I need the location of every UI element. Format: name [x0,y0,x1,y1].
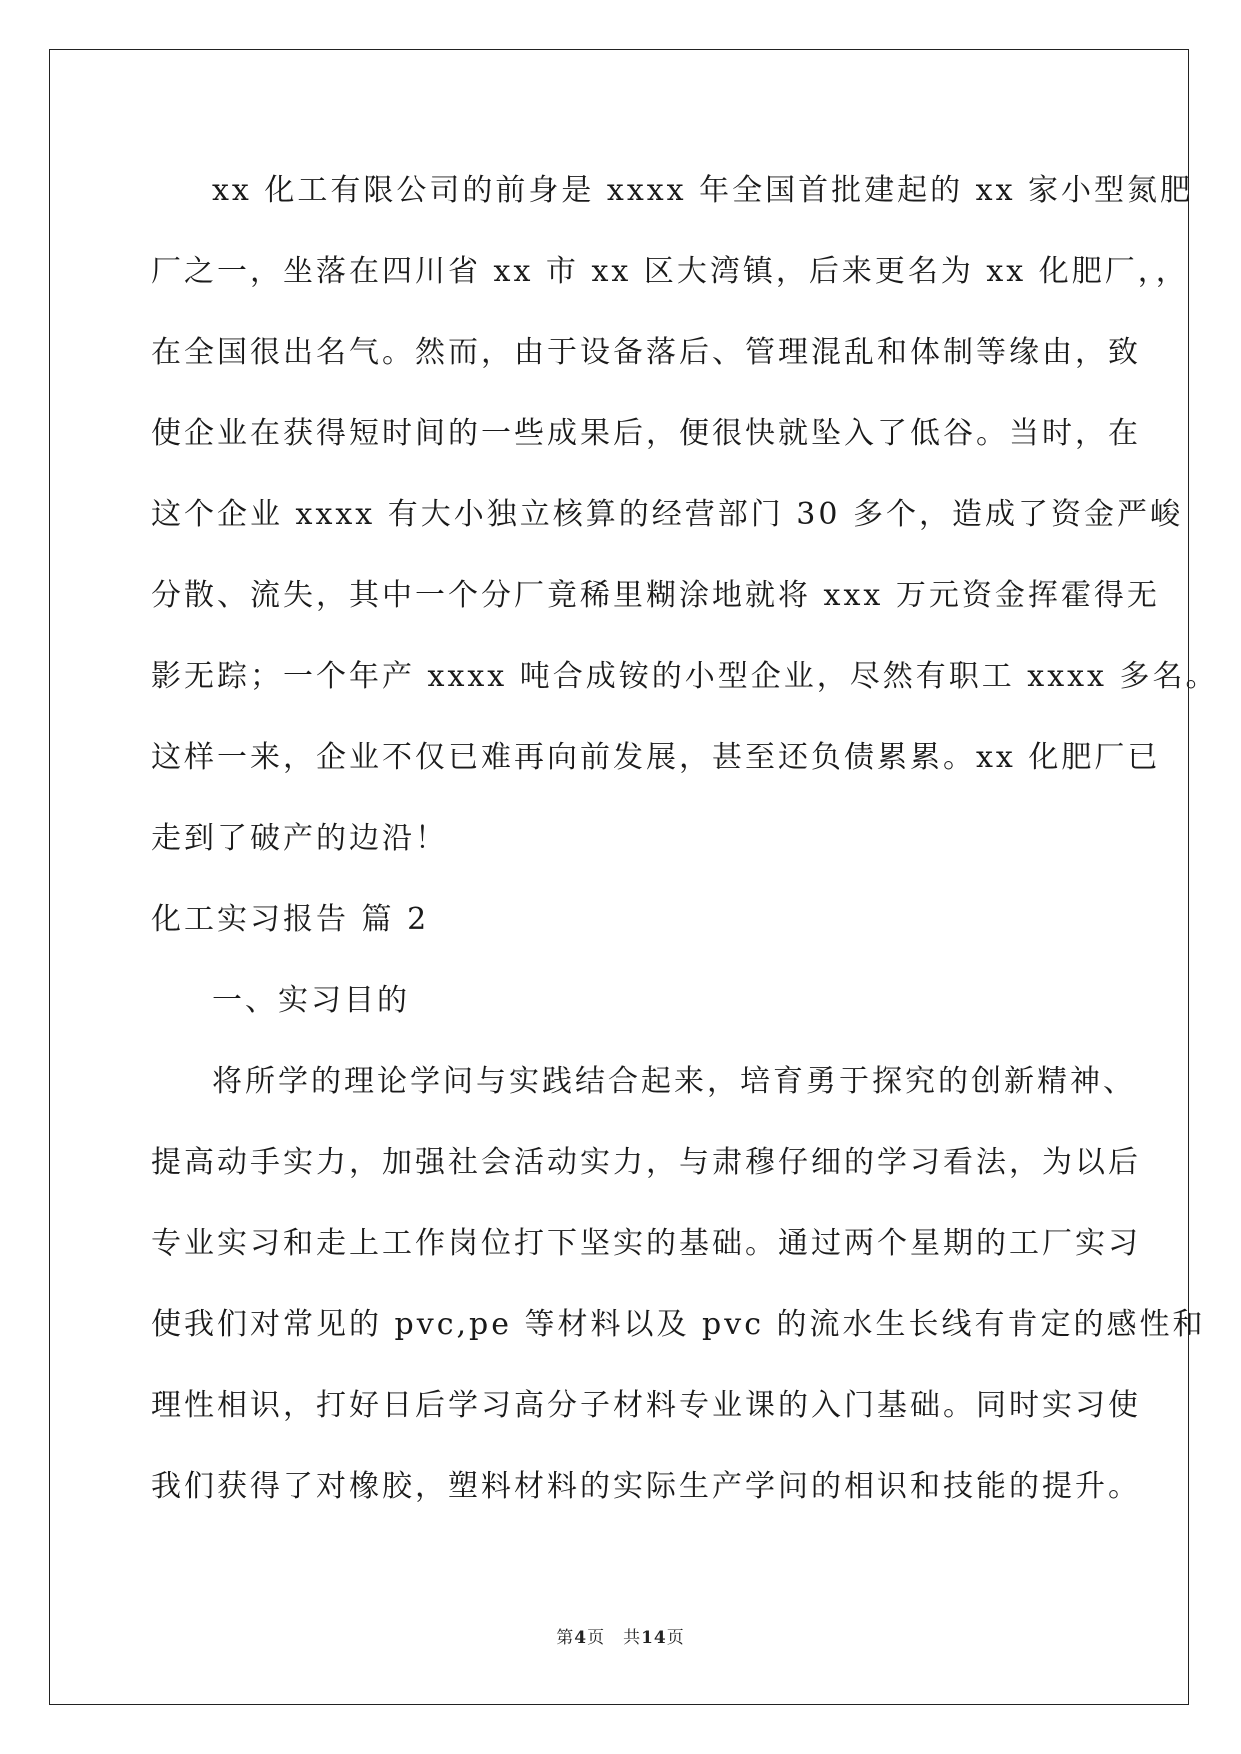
current-page-number: 4 [574,1628,588,1648]
paragraph-line: 将所学的理论学问与实践结合起来，培育勇于探究的创新精神、 [212,1064,1136,1099]
paragraph-line: 使我们对常见的 pvc,pe 等材料以及 pvc 的流水生长线有肯定的感性和 [151,1307,1206,1342]
paragraph-line: 提高动手实力，加强社会活动实力，与肃穆仔细的学习看法，为以后 [151,1145,1141,1180]
paragraph-line: 专业实习和走上工作岗位打下坚实的基础。通过两个星期的工厂实习 [151,1226,1141,1261]
section-heading: 化工实习报告 篇 2 [151,902,430,937]
document-body [151,160,1219,1537]
paragraph-line: 使企业在获得短时间的一些成果后，便很快就坠入了低谷。当时，在 [151,416,1141,451]
paragraph-line: 在全国很出名气。然而，由于设备落后、管理混乱和体制等缘由，致 [151,335,1141,370]
page-suffix: 页 [666,1628,685,1648]
paragraph-line: 理性相识，打好日后学习高分子材料专业课的入门基础。同时实习使 [151,1388,1141,1423]
paragraph-line: 这个企业 xxxx 有大小独立核算的经营部门 30 多个，造成了资金严峻 [151,497,1183,532]
paragraph-line: 走到了破产的边沿！ [151,821,448,856]
paragraph-line: 厂之一，坐落在四川省 xx 市 xx 区大湾镇，后来更名为 xx 化肥厂，， [151,254,1189,289]
page-mid: 页 共 [587,1628,642,1648]
paragraph-line: 我们获得了对橡胶，塑料材料的实际生产学问的相识和技能的提升。 [151,1469,1141,1504]
paragraph-line: xx 化工有限公司的前身是 xxxx 年全国首批建起的 xx 家小型氮肥 [212,173,1194,208]
page-number-footer [0,1623,1241,1648]
paragraph-line: 影无踪；一个年产 xxxx 吨合成铵的小型企业，尽然有职工 xxxx 多名。 [151,659,1219,694]
paragraph-line: 这样一来，企业不仅已难再向前发展，甚至还负债累累。xx 化肥厂已 [151,740,1161,775]
page-prefix: 第 [556,1628,575,1648]
total-page-number: 14 [641,1628,667,1648]
paragraph-line: 分散、流失，其中一个分厂竟稀里糊涂地就将 xxx 万元资金挥霍得无 [151,578,1160,613]
subsection-heading: 一、实习目的 [212,983,410,1018]
